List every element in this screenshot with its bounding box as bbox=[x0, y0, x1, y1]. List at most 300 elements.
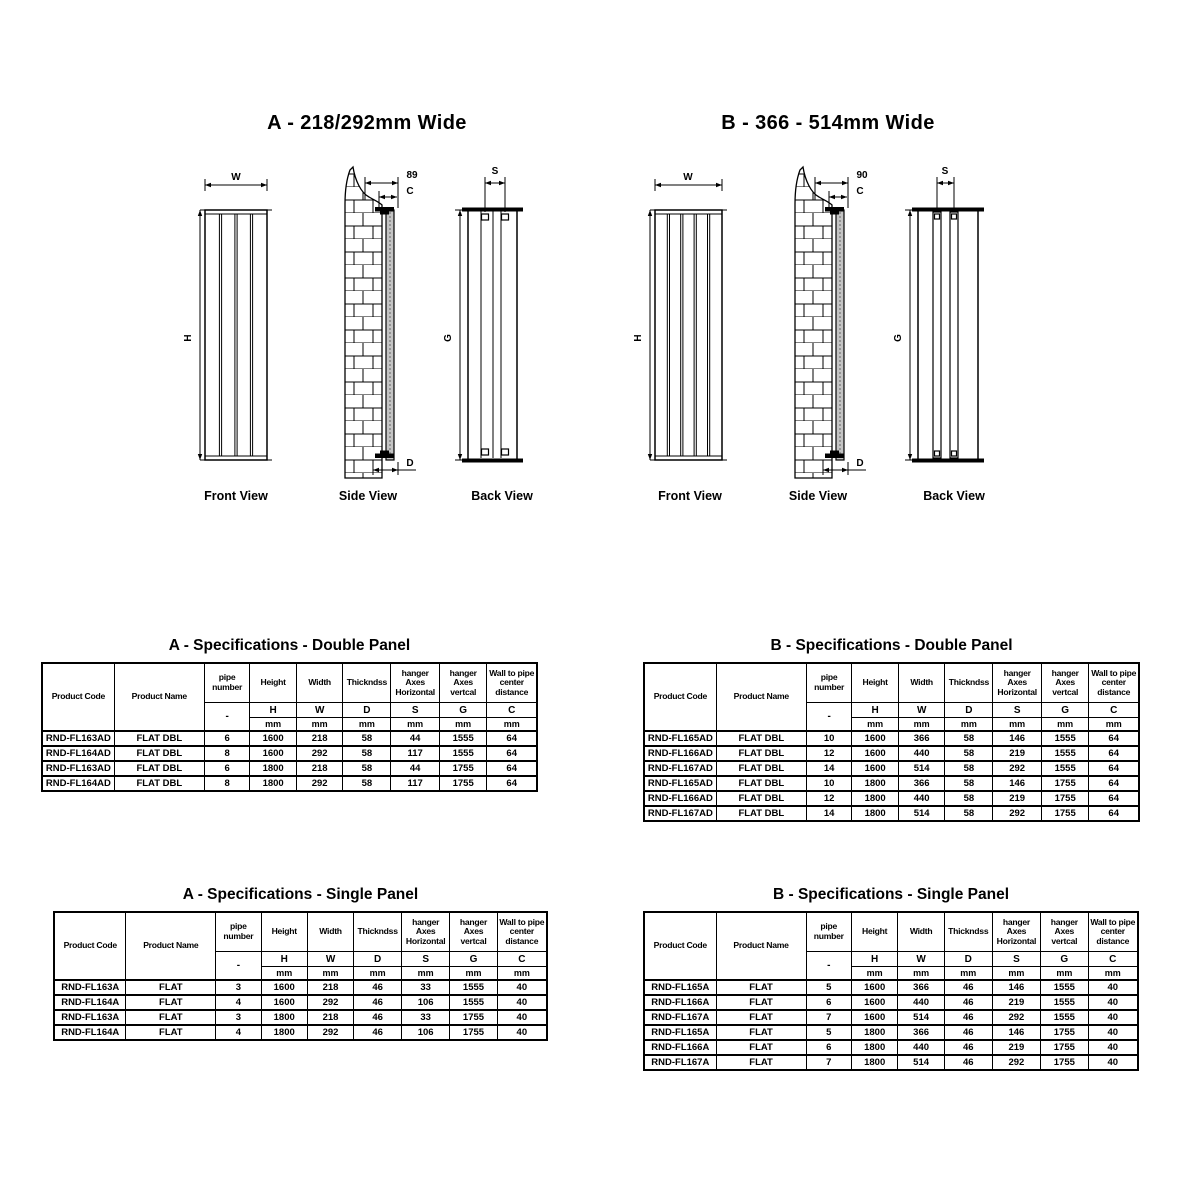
value-cell: 218 bbox=[307, 1010, 353, 1025]
value-cell: 64 bbox=[1089, 791, 1139, 806]
column-unit: mm bbox=[1089, 718, 1139, 732]
value-cell: 218 bbox=[296, 731, 343, 746]
value-cell: 292 bbox=[992, 1055, 1040, 1070]
value-cell: 64 bbox=[1089, 746, 1139, 761]
value-cell: 46 bbox=[354, 980, 402, 995]
value-cell: 1555 bbox=[439, 746, 487, 761]
value-cell: 106 bbox=[402, 995, 450, 1010]
column-symbol: W bbox=[296, 703, 343, 718]
value-cell: 1600 bbox=[852, 746, 899, 761]
product-name-cell: FLAT bbox=[716, 1040, 806, 1055]
table-row bbox=[54, 1010, 547, 1025]
spec-table-b-double bbox=[643, 662, 1140, 822]
value-cell: 10 bbox=[806, 776, 852, 791]
column-symbol: S bbox=[391, 703, 440, 718]
table-section-b-single bbox=[643, 886, 1139, 1071]
product-code-cell: RND-FL163A bbox=[54, 980, 126, 995]
column-symbol: W bbox=[898, 952, 944, 967]
value-cell: 1755 bbox=[1041, 1055, 1088, 1070]
column-symbol: G bbox=[439, 703, 487, 718]
product-code-cell: RND-FL167A bbox=[644, 1010, 716, 1025]
product-code-cell: RND-FL167A bbox=[644, 1055, 716, 1070]
value-cell: 514 bbox=[898, 761, 945, 776]
table-row bbox=[644, 1010, 1138, 1025]
value-cell: 5 bbox=[806, 980, 851, 995]
column-header: Height bbox=[250, 663, 297, 703]
value-cell: 1800 bbox=[250, 761, 297, 776]
column-header: Product Code bbox=[54, 912, 126, 980]
value-cell: 1555 bbox=[1041, 731, 1089, 746]
value-cell: 1755 bbox=[450, 1010, 497, 1025]
column-unit: mm bbox=[354, 967, 402, 981]
value-cell: 44 bbox=[391, 731, 440, 746]
value-cell: 292 bbox=[296, 746, 343, 761]
value-cell: 219 bbox=[993, 791, 1042, 806]
product-name-cell: FLAT bbox=[126, 1010, 216, 1025]
table-row bbox=[42, 761, 537, 776]
dim-label-s: S bbox=[941, 166, 949, 177]
column-header: Height bbox=[261, 912, 307, 952]
column-header: hanger Axes vertcal bbox=[1041, 912, 1088, 952]
value-cell: 1800 bbox=[851, 1055, 897, 1070]
column-header: Thickndss bbox=[354, 912, 402, 952]
column-unit: mm bbox=[250, 718, 297, 732]
dim-label-width: W bbox=[231, 172, 241, 183]
value-cell: 1800 bbox=[852, 776, 899, 791]
value-cell: 46 bbox=[354, 995, 402, 1010]
value-cell: 1600 bbox=[261, 980, 307, 995]
value-cell: 440 bbox=[898, 791, 945, 806]
front-view-label: Front View bbox=[658, 489, 722, 503]
side-view-a bbox=[345, 167, 416, 478]
value-cell: 366 bbox=[898, 776, 945, 791]
column-unit: mm bbox=[1088, 967, 1138, 981]
value-cell: 58 bbox=[343, 776, 391, 791]
value-cell: 46 bbox=[944, 1010, 992, 1025]
value-cell: 40 bbox=[497, 980, 547, 995]
value-cell: 33 bbox=[402, 980, 450, 995]
table-row bbox=[644, 1040, 1138, 1055]
column-symbol: G bbox=[1041, 703, 1089, 718]
value-cell: 58 bbox=[945, 761, 993, 776]
value-cell: 3 bbox=[216, 980, 261, 995]
dim-label-d: D bbox=[406, 458, 414, 469]
value-cell: 64 bbox=[1089, 806, 1139, 821]
back-view-label: Back View bbox=[923, 489, 985, 503]
product-code-cell: RND-FL165A bbox=[644, 980, 716, 995]
column-header: hanger Axes Horizontal bbox=[993, 663, 1042, 703]
dim-label-height: H bbox=[633, 334, 644, 342]
dim-label-c: C bbox=[856, 186, 864, 197]
value-cell: 5 bbox=[806, 1025, 851, 1040]
column-unit: mm bbox=[296, 718, 343, 732]
product-code-cell: RND-FL166AD bbox=[644, 746, 716, 761]
value-cell: 7 bbox=[806, 1010, 851, 1025]
column-symbol: S bbox=[992, 952, 1040, 967]
product-code-cell: RND-FL165AD bbox=[644, 776, 716, 791]
table-row bbox=[54, 995, 547, 1010]
column-header: Width bbox=[898, 912, 944, 952]
product-name-cell: FLAT DBL bbox=[114, 761, 204, 776]
value-cell: 514 bbox=[898, 1010, 944, 1025]
value-cell: 64 bbox=[487, 761, 537, 776]
value-cell: 46 bbox=[944, 1025, 992, 1040]
column-symbol: D bbox=[343, 703, 391, 718]
value-cell: 1800 bbox=[852, 806, 899, 821]
table-row bbox=[54, 1025, 547, 1040]
value-cell: 1755 bbox=[439, 776, 487, 791]
value-cell: 219 bbox=[993, 746, 1042, 761]
value-cell: 1600 bbox=[261, 995, 307, 1010]
value-cell: 40 bbox=[1088, 1025, 1138, 1040]
column-symbol: D bbox=[944, 952, 992, 967]
column-header: hanger Axes vertcal bbox=[439, 663, 487, 703]
side-view-b bbox=[795, 167, 866, 478]
product-code-cell: RND-FL164AD bbox=[42, 746, 114, 761]
value-cell: 58 bbox=[343, 746, 391, 761]
product-name-cell: FLAT bbox=[126, 1025, 216, 1040]
column-symbol: - bbox=[216, 952, 261, 981]
dim-label-width: W bbox=[683, 172, 693, 183]
dim-label-d: D bbox=[856, 458, 864, 469]
back-view-label: Back View bbox=[471, 489, 533, 503]
value-cell: 292 bbox=[307, 1025, 353, 1040]
column-unit: mm bbox=[307, 967, 353, 981]
table-row bbox=[644, 791, 1139, 806]
side-view-label: Side View bbox=[338, 489, 398, 503]
value-cell: 1555 bbox=[450, 995, 497, 1010]
value-cell: 44 bbox=[391, 761, 440, 776]
column-unit: mm bbox=[402, 967, 450, 981]
value-cell: 117 bbox=[391, 776, 440, 791]
product-code-cell: RND-FL163A bbox=[54, 1010, 126, 1025]
product-code-cell: RND-FL167AD bbox=[644, 806, 716, 821]
value-cell: 46 bbox=[944, 995, 992, 1010]
column-header: Height bbox=[852, 663, 899, 703]
value-cell: 514 bbox=[898, 806, 945, 821]
column-header: pipe number bbox=[806, 912, 851, 952]
value-cell: 1755 bbox=[439, 761, 487, 776]
column-header: hanger Axes Horizontal bbox=[992, 912, 1040, 952]
table-row bbox=[644, 995, 1138, 1010]
value-cell: 366 bbox=[898, 980, 944, 995]
product-name-cell: FLAT DBL bbox=[716, 761, 806, 776]
value-cell: 6 bbox=[806, 995, 851, 1010]
column-header: Product Code bbox=[42, 663, 114, 731]
value-cell: 4 bbox=[216, 1025, 261, 1040]
value-cell: 1600 bbox=[250, 746, 297, 761]
column-symbol: C bbox=[1088, 952, 1138, 967]
column-unit: mm bbox=[944, 967, 992, 981]
column-header: Thickndss bbox=[945, 663, 993, 703]
column-unit: mm bbox=[898, 718, 945, 732]
value-cell: 218 bbox=[296, 761, 343, 776]
dim-label-g: G bbox=[893, 334, 904, 342]
value-cell: 1600 bbox=[851, 1010, 897, 1025]
column-symbol: H bbox=[261, 952, 307, 967]
value-cell: 219 bbox=[992, 995, 1040, 1010]
product-name-cell: FLAT bbox=[126, 980, 216, 995]
value-cell: 6 bbox=[204, 761, 250, 776]
column-header: hanger Axes vertcal bbox=[1041, 663, 1089, 703]
value-cell: 58 bbox=[945, 791, 993, 806]
value-cell: 1800 bbox=[852, 791, 899, 806]
column-unit: mm bbox=[450, 967, 497, 981]
value-cell: 1800 bbox=[851, 1040, 897, 1055]
product-code-cell: RND-FL164AD bbox=[42, 776, 114, 791]
product-code-cell: RND-FL165A bbox=[644, 1025, 716, 1040]
product-name-cell: FLAT DBL bbox=[114, 776, 204, 791]
column-header: Product Code bbox=[644, 663, 716, 731]
value-cell: 292 bbox=[992, 1010, 1040, 1025]
column-unit: mm bbox=[487, 718, 537, 732]
value-cell: 40 bbox=[1088, 995, 1138, 1010]
column-header: Wall to pipe center distance bbox=[487, 663, 537, 703]
value-cell: 514 bbox=[898, 1055, 944, 1070]
value-cell: 1755 bbox=[1041, 806, 1089, 821]
table-row bbox=[644, 980, 1138, 995]
value-cell: 58 bbox=[343, 731, 391, 746]
spec-table-a-single bbox=[53, 911, 548, 1041]
column-unit: mm bbox=[497, 967, 547, 981]
product-name-cell: FLAT bbox=[716, 1055, 806, 1070]
dim-label-s: S bbox=[491, 166, 499, 177]
front-view-b bbox=[648, 179, 727, 460]
front-view-label: Front View bbox=[204, 489, 268, 503]
value-cell: 146 bbox=[992, 1025, 1040, 1040]
value-cell: 12 bbox=[806, 791, 852, 806]
column-header: pipe number bbox=[806, 663, 852, 703]
header-row bbox=[644, 663, 1139, 703]
value-cell: 64 bbox=[487, 731, 537, 746]
value-cell: 46 bbox=[944, 1040, 992, 1055]
column-unit: mm bbox=[898, 967, 944, 981]
value-cell: 6 bbox=[806, 1040, 851, 1055]
column-unit: mm bbox=[992, 967, 1040, 981]
column-symbol: S bbox=[993, 703, 1042, 718]
value-cell: 440 bbox=[898, 746, 945, 761]
column-symbol: C bbox=[1089, 703, 1139, 718]
value-cell: 146 bbox=[992, 980, 1040, 995]
value-cell: 1755 bbox=[1041, 1025, 1088, 1040]
side-view-label: Side View bbox=[788, 489, 848, 503]
value-cell: 292 bbox=[993, 806, 1042, 821]
dim-label-wall-offset: 89 bbox=[406, 170, 418, 181]
value-cell: 1555 bbox=[1041, 1010, 1088, 1025]
table-title: A - Specifications - Double Panel bbox=[168, 637, 411, 654]
value-cell: 146 bbox=[993, 776, 1042, 791]
value-cell: 46 bbox=[354, 1025, 402, 1040]
product-code-cell: RND-FL165AD bbox=[644, 731, 716, 746]
value-cell: 64 bbox=[487, 776, 537, 791]
value-cell: 1600 bbox=[851, 980, 897, 995]
dim-label-g: G bbox=[443, 334, 454, 342]
column-unit: mm bbox=[945, 718, 993, 732]
header-row bbox=[54, 912, 547, 952]
value-cell: 440 bbox=[898, 1040, 944, 1055]
header-row bbox=[644, 912, 1138, 952]
column-header: Thickndss bbox=[944, 912, 992, 952]
product-name-cell: FLAT bbox=[716, 995, 806, 1010]
value-cell: 14 bbox=[806, 761, 852, 776]
product-code-cell: RND-FL163AD bbox=[42, 761, 114, 776]
value-cell: 8 bbox=[204, 776, 250, 791]
table-row bbox=[644, 761, 1139, 776]
column-header: Product Name bbox=[126, 912, 216, 980]
value-cell: 12 bbox=[806, 746, 852, 761]
value-cell: 58 bbox=[945, 746, 993, 761]
column-symbol: W bbox=[307, 952, 353, 967]
column-header: Height bbox=[851, 912, 897, 952]
value-cell: 40 bbox=[1088, 1010, 1138, 1025]
header-row bbox=[42, 663, 537, 703]
table-row bbox=[644, 806, 1139, 821]
table-title: B - Specifications - Single Panel bbox=[773, 886, 1009, 903]
column-unit: mm bbox=[439, 718, 487, 732]
value-cell: 1755 bbox=[1041, 1040, 1088, 1055]
value-cell: 1755 bbox=[1041, 776, 1089, 791]
value-cell: 4 bbox=[216, 995, 261, 1010]
column-symbol: - bbox=[806, 952, 851, 981]
product-code-cell: RND-FL166AD bbox=[644, 791, 716, 806]
product-code-cell: RND-FL166A bbox=[644, 1040, 716, 1055]
column-header: hanger Axes Horizontal bbox=[402, 912, 450, 952]
value-cell: 292 bbox=[307, 995, 353, 1010]
value-cell: 46 bbox=[944, 1055, 992, 1070]
value-cell: 117 bbox=[391, 746, 440, 761]
column-symbol: G bbox=[450, 952, 497, 967]
product-name-cell: FLAT DBL bbox=[716, 746, 806, 761]
product-name-cell: FLAT bbox=[716, 1025, 806, 1040]
product-name-cell: FLAT DBL bbox=[716, 791, 806, 806]
column-header: Wall to pipe center distance bbox=[1089, 663, 1139, 703]
table-row bbox=[42, 776, 537, 791]
value-cell: 40 bbox=[1088, 1040, 1138, 1055]
spec-table-a-double bbox=[41, 662, 538, 792]
product-code-cell: RND-FL167AD bbox=[644, 761, 716, 776]
value-cell: 218 bbox=[307, 980, 353, 995]
column-unit: mm bbox=[1041, 967, 1088, 981]
column-header: pipe number bbox=[216, 912, 261, 952]
value-cell: 1555 bbox=[450, 980, 497, 995]
value-cell: 58 bbox=[945, 806, 993, 821]
column-symbol: C bbox=[497, 952, 547, 967]
value-cell: 3 bbox=[216, 1010, 261, 1025]
table-row bbox=[42, 746, 537, 761]
column-header: Wall to pipe center distance bbox=[1088, 912, 1138, 952]
diagram-a-title: A - 218/292mm Wide bbox=[267, 112, 467, 134]
column-header: pipe number bbox=[204, 663, 250, 703]
table-section-a-single bbox=[53, 886, 548, 1041]
column-symbol: H bbox=[852, 703, 899, 718]
value-cell: 1600 bbox=[852, 761, 899, 776]
dim-label-height: H bbox=[183, 334, 194, 342]
column-header: Width bbox=[307, 912, 353, 952]
column-symbol: D bbox=[354, 952, 402, 967]
product-name-cell: FLAT bbox=[716, 980, 806, 995]
table-section-b-double bbox=[643, 637, 1140, 822]
product-name-cell: FLAT DBL bbox=[716, 731, 806, 746]
column-header: Product Name bbox=[716, 663, 806, 731]
column-header: Product Name bbox=[114, 663, 204, 731]
value-cell: 40 bbox=[497, 1010, 547, 1025]
value-cell: 58 bbox=[945, 776, 993, 791]
product-name-cell: FLAT bbox=[716, 1010, 806, 1025]
value-cell: 1555 bbox=[1041, 995, 1088, 1010]
value-cell: 40 bbox=[497, 995, 547, 1010]
column-symbol: C bbox=[487, 703, 537, 718]
table-row bbox=[644, 1025, 1138, 1040]
column-header: Width bbox=[898, 663, 945, 703]
column-header: Width bbox=[296, 663, 343, 703]
value-cell: 40 bbox=[497, 1025, 547, 1040]
column-header: hanger Axes Horizontal bbox=[391, 663, 440, 703]
product-name-cell: FLAT DBL bbox=[716, 806, 806, 821]
product-name-cell: FLAT bbox=[126, 995, 216, 1010]
value-cell: 146 bbox=[993, 731, 1042, 746]
value-cell: 33 bbox=[402, 1010, 450, 1025]
table-row bbox=[644, 731, 1139, 746]
value-cell: 1755 bbox=[1041, 791, 1089, 806]
column-unit: mm bbox=[343, 718, 391, 732]
column-unit: mm bbox=[852, 718, 899, 732]
value-cell: 1600 bbox=[250, 731, 297, 746]
column-unit: mm bbox=[391, 718, 440, 732]
column-symbol: - bbox=[806, 703, 852, 732]
value-cell: 1800 bbox=[250, 776, 297, 791]
value-cell: 106 bbox=[402, 1025, 450, 1040]
column-symbol: - bbox=[204, 703, 250, 732]
back-view-a bbox=[455, 177, 523, 463]
back-view-b bbox=[905, 177, 984, 463]
value-cell: 10 bbox=[806, 731, 852, 746]
value-cell: 8 bbox=[204, 746, 250, 761]
column-symbol: G bbox=[1041, 952, 1088, 967]
value-cell: 7 bbox=[806, 1055, 851, 1070]
column-symbol: H bbox=[250, 703, 297, 718]
product-code-cell: RND-FL164A bbox=[54, 995, 126, 1010]
dim-label-wall-offset: 90 bbox=[856, 170, 868, 181]
value-cell: 64 bbox=[487, 746, 537, 761]
product-code-cell: RND-FL166A bbox=[644, 995, 716, 1010]
value-cell: 1555 bbox=[439, 731, 487, 746]
column-header: hanger Axes vertcal bbox=[450, 912, 497, 952]
table-title: B - Specifications - Double Panel bbox=[770, 637, 1013, 654]
column-symbol: S bbox=[402, 952, 450, 967]
value-cell: 64 bbox=[1089, 731, 1139, 746]
value-cell: 292 bbox=[296, 776, 343, 791]
value-cell: 1800 bbox=[261, 1010, 307, 1025]
value-cell: 40 bbox=[1088, 1055, 1138, 1070]
product-code-cell: RND-FL163AD bbox=[42, 731, 114, 746]
value-cell: 58 bbox=[343, 761, 391, 776]
column-unit: mm bbox=[1041, 718, 1089, 732]
table-title: A - Specifications - Single Panel bbox=[182, 886, 419, 903]
table-row bbox=[644, 776, 1139, 791]
table-section-a-double bbox=[41, 637, 538, 792]
table-row bbox=[644, 746, 1139, 761]
value-cell: 1800 bbox=[261, 1025, 307, 1040]
value-cell: 1555 bbox=[1041, 761, 1089, 776]
value-cell: 366 bbox=[898, 1025, 944, 1040]
table-row bbox=[644, 1055, 1138, 1070]
column-unit: mm bbox=[851, 967, 897, 981]
product-name-cell: FLAT DBL bbox=[716, 776, 806, 791]
column-header: Product Name bbox=[716, 912, 806, 980]
column-header: Product Code bbox=[644, 912, 716, 980]
column-unit: mm bbox=[261, 967, 307, 981]
product-code-cell: RND-FL164A bbox=[54, 1025, 126, 1040]
